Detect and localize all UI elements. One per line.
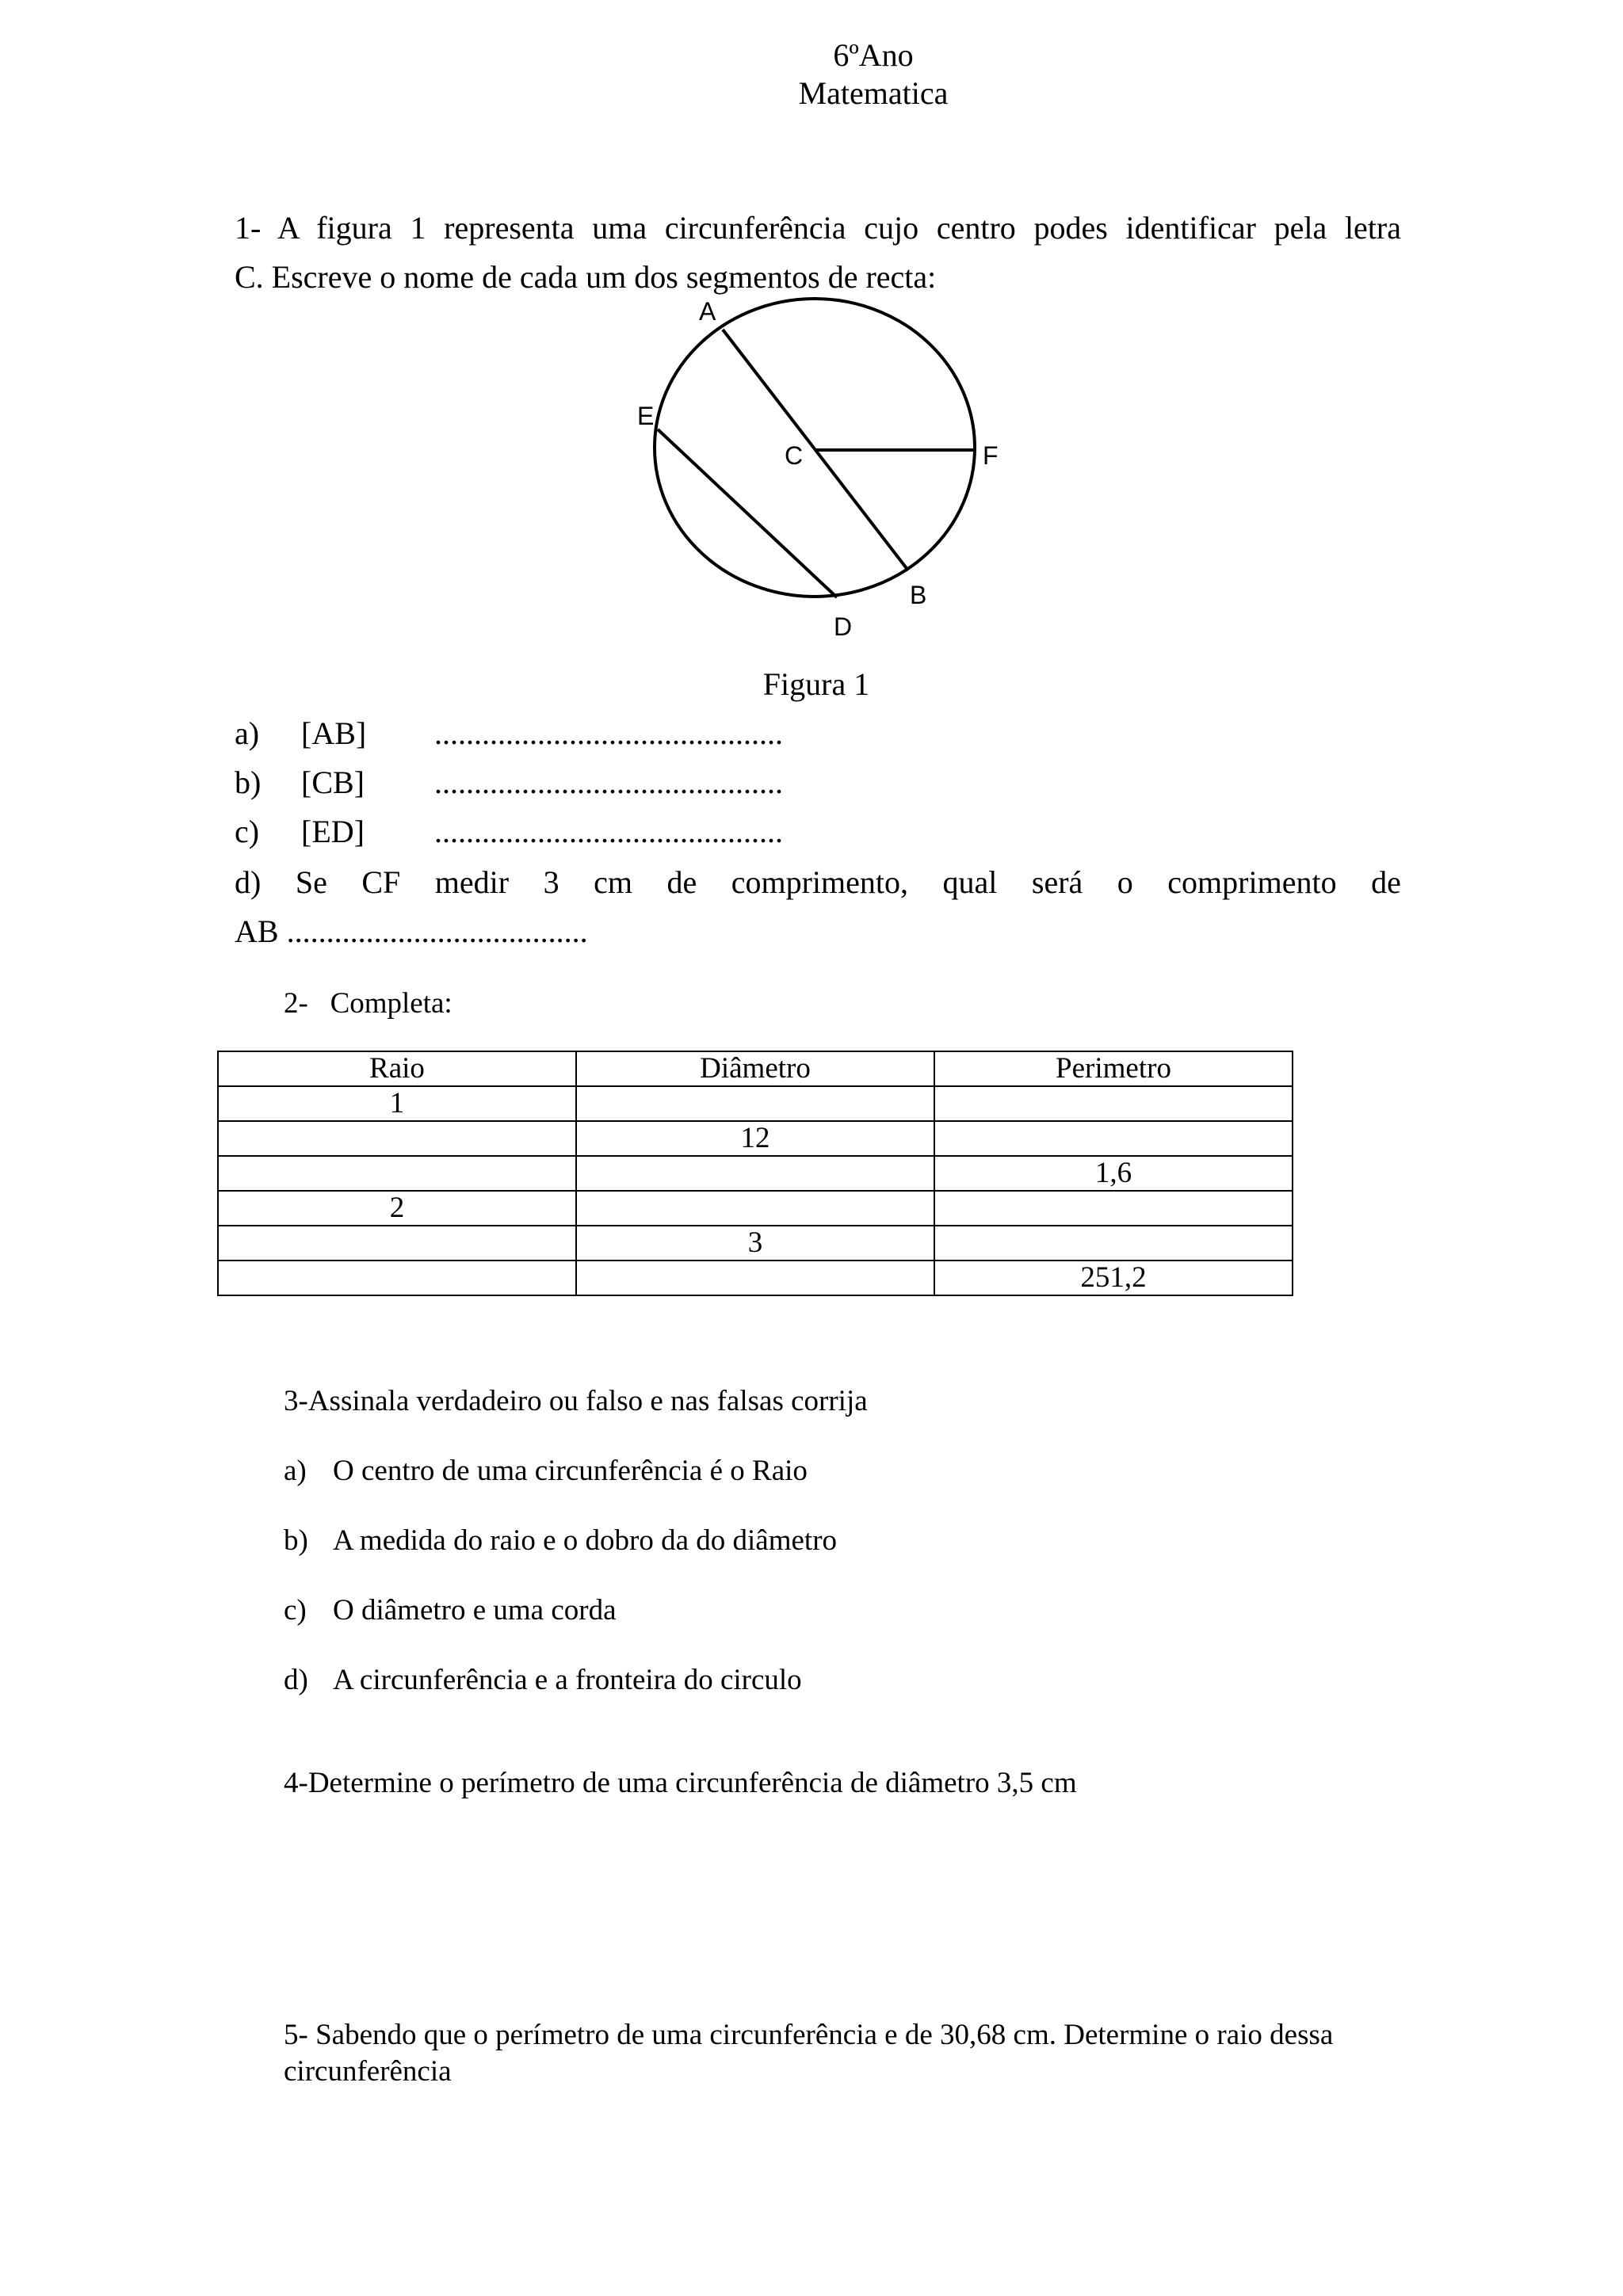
table-header-cell: Diâmetro	[576, 1051, 934, 1086]
true-false-item	[284, 1592, 617, 1629]
q1-item-d-line2: AB ......................................	[235, 913, 588, 949]
item-d-word: CF	[361, 864, 401, 900]
table-cell: 2	[218, 1191, 576, 1226]
table-row	[218, 1261, 1293, 1295]
table-cell	[576, 1191, 934, 1226]
point-label-f: F	[983, 441, 999, 470]
item-text: A medida do raio e o dobro da do diâmetro	[333, 1524, 838, 1557]
table-cell: 1,6	[934, 1156, 1293, 1191]
table-cell	[576, 1086, 934, 1121]
true-false-item	[284, 1453, 808, 1489]
figure-caption: Figura 1	[762, 666, 870, 702]
item-d-word: 3	[543, 864, 559, 900]
q1-item-d-line1	[235, 864, 1401, 902]
subject-heading: Matematica	[798, 75, 949, 111]
segment-name: [CB]	[301, 765, 365, 800]
item-d-word: será	[1031, 864, 1083, 900]
table-cell: 12	[576, 1121, 934, 1156]
point-label-a: A	[699, 297, 716, 326]
table-row	[218, 1086, 1293, 1121]
answer-blank: ............................................	[434, 715, 783, 751]
table-row	[218, 1156, 1293, 1191]
segment-ed	[658, 429, 837, 597]
q1-text-line1: 1- A figura 1 representa uma circunferência cujo centro podes identificar pela letra	[235, 210, 1401, 246]
item-label: b)	[235, 765, 262, 800]
table-cell	[934, 1086, 1293, 1121]
q5-text-line1: 5- Sabendo que o perímetro de uma circunferência e de 30,68 cm. Determine o raio dessa	[284, 2019, 1334, 2051]
answer-blank: ............................................	[434, 765, 783, 800]
point-label-b: B	[910, 581, 927, 609]
item-d-word: de	[666, 864, 697, 900]
item-label: c)	[235, 814, 260, 849]
segment-item	[235, 715, 783, 753]
q1-text-line2: C. Escreve o nome de cada um dos segmentos de recta:	[235, 259, 937, 295]
completion-table	[217, 1051, 1293, 1296]
segment-item	[235, 813, 783, 851]
segment-name: [ED]	[301, 814, 365, 849]
item-label: a)	[284, 1455, 307, 1487]
q4-text: 4-Determine o perímetro de uma circunferência de diâmetro 3,5 cm	[284, 1767, 1077, 1799]
item-text: A circunferência e a fronteira do circulo	[333, 1664, 802, 1696]
circle-diagram	[626, 293, 1006, 650]
item-d-word: d)	[235, 864, 262, 900]
table-cell	[218, 1226, 576, 1261]
table-header-cell: Raio	[218, 1051, 576, 1086]
table-cell	[934, 1191, 1293, 1226]
item-d-word: qual	[942, 864, 998, 900]
item-d-word: comprimento,	[731, 864, 908, 900]
table-row	[218, 1226, 1293, 1261]
item-d-word: medir	[434, 864, 510, 900]
item-label: d)	[284, 1664, 308, 1696]
table-cell: 251,2	[934, 1261, 1293, 1295]
true-false-item	[284, 1662, 802, 1699]
table-row	[218, 1121, 1293, 1156]
table-header-row	[218, 1051, 1293, 1086]
table-cell: 3	[576, 1226, 934, 1261]
item-d-word: o	[1117, 864, 1133, 900]
item-label: a)	[235, 715, 260, 751]
table-cell	[576, 1261, 934, 1295]
table-cell	[934, 1121, 1293, 1156]
item-d-word: comprimento	[1167, 864, 1337, 900]
item-text: O centro de uma circunferência é o Raio	[333, 1455, 808, 1487]
table-cell: 1	[218, 1086, 576, 1121]
answer-blank: ............................................	[434, 814, 783, 849]
table-row	[218, 1191, 1293, 1226]
table-cell	[934, 1226, 1293, 1261]
item-d-word: de	[1371, 864, 1401, 900]
point-label-d: D	[834, 612, 853, 641]
point-label-e: E	[637, 402, 655, 430]
item-d-word: cm	[594, 864, 632, 900]
point-label-c: C	[785, 441, 804, 470]
segment-item	[235, 764, 783, 802]
true-false-item	[284, 1523, 837, 1559]
segment-name: [AB]	[301, 715, 367, 751]
table-header-cell: Perimetro	[934, 1051, 1293, 1086]
table-cell	[218, 1121, 576, 1156]
item-label: b)	[284, 1524, 308, 1557]
item-d-word: Se	[295, 864, 327, 900]
grade-heading: 6ºAno	[833, 37, 914, 73]
item-label: c)	[284, 1594, 307, 1627]
q5-text-line2: circunferência	[284, 2055, 452, 2088]
q3-title: 3-Assinala verdadeiro ou falso e nas falsas corrija	[284, 1385, 868, 1417]
table-cell	[218, 1261, 576, 1295]
item-text: O diâmetro e uma corda	[333, 1594, 617, 1627]
table-cell	[218, 1156, 576, 1191]
q2-title: 2- Completa:	[284, 987, 453, 1020]
table-cell	[576, 1156, 934, 1191]
